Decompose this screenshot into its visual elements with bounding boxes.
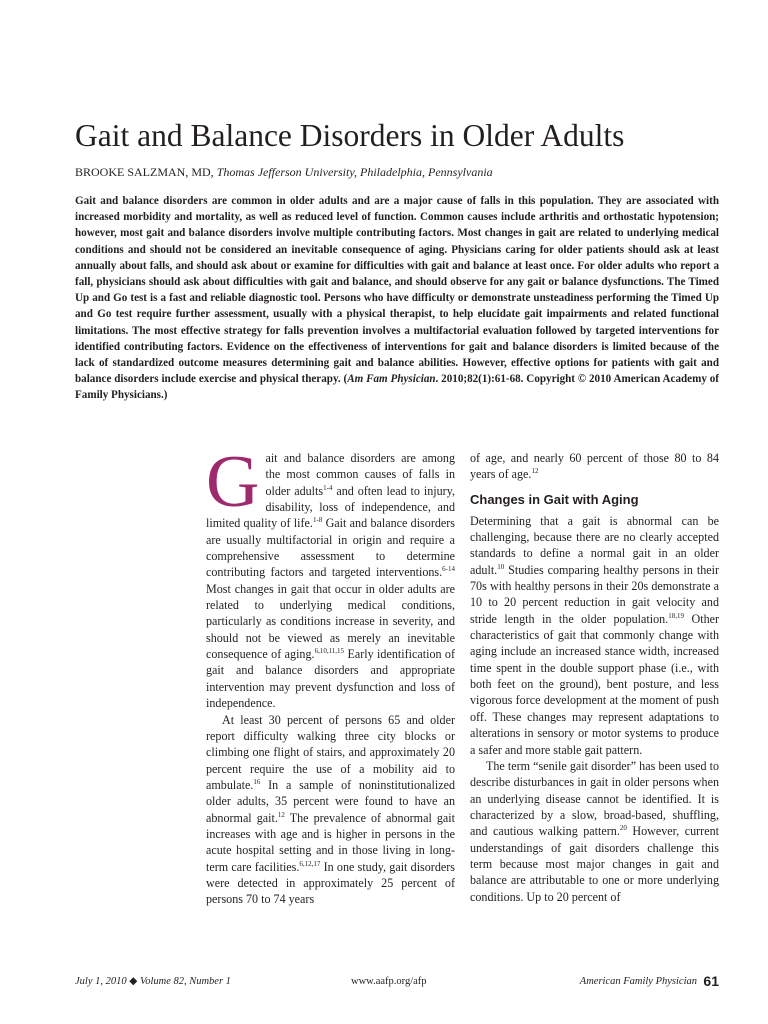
abstract-journal: Am Fam Physician bbox=[347, 373, 436, 386]
text-run: Most changes in gait that occur in older adults are related to underlying medical conditions, particularly as conditions increase in severity, and should not be viewed as merely an inevitable consequence of aging. bbox=[206, 581, 455, 662]
citation-ref: 12 bbox=[277, 810, 285, 819]
footer-date-volume: July 1, 2010 ◆ Volume 82, Number 1 bbox=[75, 976, 231, 987]
body-column-middle bbox=[206, 450, 455, 960]
text-run: In one study, gait disorders were detected in approximately 25 percent of persons 70 to 74 years bbox=[206, 859, 455, 907]
section-heading: Changes in Gait with Aging bbox=[470, 491, 639, 507]
page-number: 61 bbox=[703, 973, 719, 989]
text-run: of age, and nearly 60 percent of those 80 to 84 years of age. bbox=[470, 451, 719, 482]
text-run: Determining that a gait is abnormal can be challenging, because there are no clearly accepted standards to define a normal gait in an older adult. bbox=[470, 513, 719, 577]
citation-ref: 6-14 bbox=[442, 565, 455, 574]
body-paragraph-2-continued bbox=[470, 450, 719, 483]
text-run: Early identification of gait and balance disorders and appropriate intervention may prevent dysfunction and loss of independence. bbox=[206, 647, 455, 711]
text-run: and often lead to injury, disability, loss of independence, and limited quality of life. bbox=[206, 483, 455, 531]
author-name: BROOKE SALZMAN, MD, bbox=[75, 165, 214, 179]
body-paragraph-2 bbox=[206, 712, 455, 908]
text-run: Studies comparing healthy persons in their 70s with healthy persons in their 20s demonstrate a 10 to 20 percent reduction in gait velocity and stride length in the older population. bbox=[470, 562, 719, 626]
text-run: The prevalence of abnormal gait increases with age and is higher in persons in the acute hospital setting and in those living in long-term care facilities. bbox=[206, 810, 455, 874]
text-run: Gait and balance disorders are usually multifactorial in origin and require a comprehensive assessment to determine contributing factors and targeted interventions. bbox=[206, 516, 455, 580]
body-paragraph-3 bbox=[470, 513, 719, 758]
text-run: However, current understandings of gait disorders challenge this term because most major changes in gait and balance are attributable to one or more underlying conditions. Up to 20 percent of bbox=[470, 824, 719, 904]
citation-ref: 1-4 bbox=[323, 483, 333, 492]
citation-ref: 6,12,17 bbox=[299, 859, 321, 868]
citation-ref: 10 bbox=[497, 562, 505, 571]
citation-ref: 20 bbox=[619, 824, 627, 833]
byline bbox=[75, 164, 715, 180]
text-run: ait and balance disorders are among the most common causes of falls in older adults bbox=[265, 451, 455, 498]
abstract-text: Gait and balance disorders are common in older adults and are a major cause of falls in this population. They are associated with increased morbidity and mortality, as well as reduced level of function. Common causes include arthritis and orthostatic hypotension; however, most gait and balance disorders involve multiple contributing factors. Most changes in gait are related to underlying medical conditions and should not be considered an inevitable consequence of aging. Physicians caring for older patients should ask at least annually about falls, and should ask about or examine for difficulties with gait and balance at least once. For older adults who report a fall, physicians should ask about difficulties with gait and balance, and should observe for any gait or balance dysfunctions. The Timed Up and Go test is a fast and reliable diagnostic tool. Persons who have difficulty or demonstrate unsteadiness performing the Timed Up and Go test require further assessment, usually with a physical therapist, to help elucidate gait impairments and related functional limitations. The most effective strategy for falls prevention involves a multifactorial evaluation followed by targeted interventions for identified contributing factors. Evidence on the effectiveness of interventions for gait and balance disorders is limited because of the lack of standardized outcome measures determining gait and balance abilities. However, effective options for patients with gait and balance disorders include exercise and physical therapy. ( bbox=[75, 195, 719, 386]
drop-cap: G bbox=[206, 450, 260, 523]
body-paragraph-1 bbox=[206, 450, 455, 712]
citation-ref: 16 bbox=[253, 777, 261, 786]
body-paragraph-4 bbox=[470, 758, 719, 905]
footer-url: www.aafp.org/afp bbox=[351, 976, 427, 987]
text-run: At least 30 percent of persons 65 and older report difficulty walking three city blocks or climbing one flight of stairs, and approximately 20 percent require the use of a mobility aid to ambulate. bbox=[206, 712, 455, 792]
author-affiliation: Thomas Jefferson University, Philadelphia, Pennsylvania bbox=[216, 165, 493, 179]
citation-ref: 6,10,11,15 bbox=[314, 647, 345, 656]
text-run: The term “senile gait disorder” has been used to describe disturbances in gait in older persons when an underlying disease cannot be identified. It is characterized by a slow, broad-based, shuffling, and cautious walking pattern. bbox=[470, 758, 719, 839]
article-title: Gait and Balance Disorders in Older Adults bbox=[75, 118, 625, 153]
citation-ref: 12 bbox=[531, 467, 539, 476]
body-column-right bbox=[470, 450, 719, 960]
text-run: In a sample of noninstitutionalized older adults, 35 percent were found to have an abnormal gait. bbox=[206, 777, 455, 825]
abstract bbox=[75, 193, 719, 404]
citation-ref: 18,19 bbox=[668, 611, 684, 620]
citation-ref: 1-8 bbox=[312, 516, 323, 525]
abstract-citation: . 2010;82(1):61-68. Copyright © 2010 American Academy of Family Physicians.) bbox=[75, 373, 719, 402]
text-run: Other characteristics of gait that commonly change with aging include an increased stance width, increased time spent in the double support phase (i.e., with both feet on the ground), bent posture, and less vigorous force development at the moment of push off. These changes may represent adaptations to alterations in sensory or motor systems to produce a safer and more stable gait pattern. bbox=[470, 611, 719, 757]
page-footer bbox=[75, 973, 719, 991]
footer-journal: American Family Physician bbox=[579, 976, 697, 987]
